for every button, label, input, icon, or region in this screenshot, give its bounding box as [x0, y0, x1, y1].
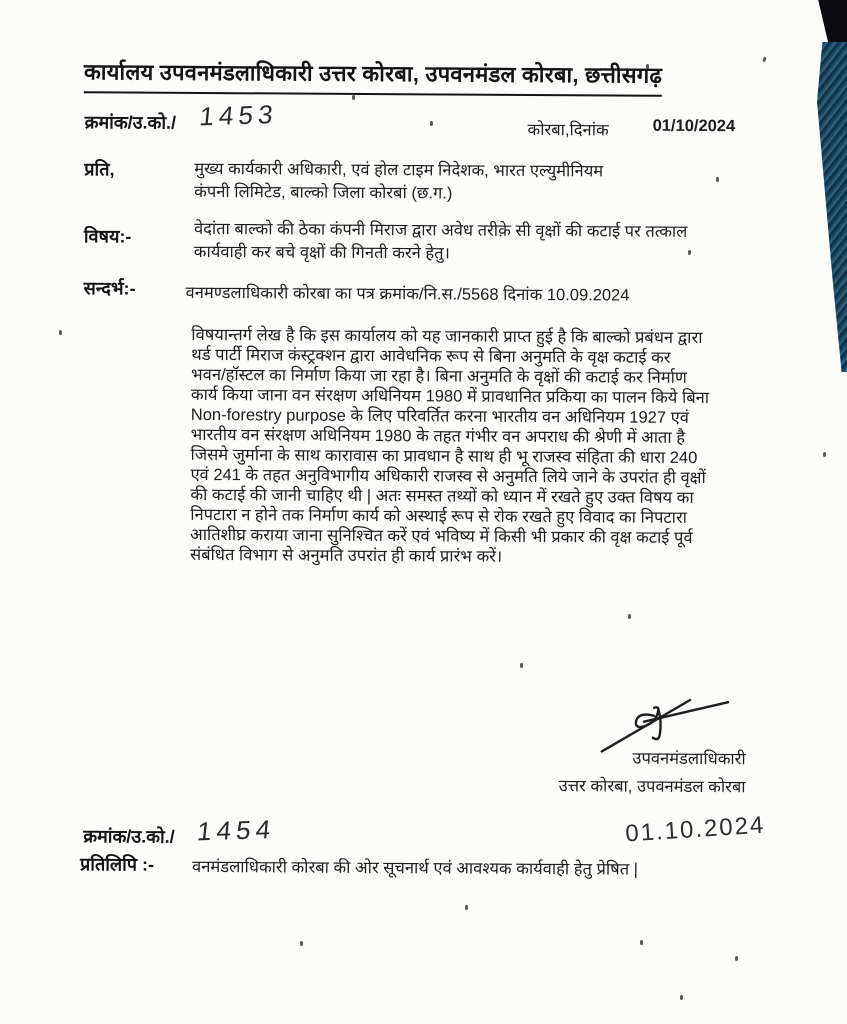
body-line: एवं 241 के तहत अनुविभागीय अधिकारी राजस्व से अनुमति लिये जाने के उपरांत ही वृक्षों	[190, 465, 706, 488]
body-line: भवन/हॉस्टल का निर्माण किया जा रहा है। बिना अनुमति के वृक्षों की कटाई कर निर्माण	[191, 365, 687, 387]
to-label: प्रति,	[84, 159, 115, 180]
footer-date-handwritten: 01.10.2024	[624, 811, 767, 848]
recipient-line: कंपनी लिमिटेड, बाल्को जिला कोरबां (छ.ग.)	[194, 182, 453, 203]
body-line: थर्ड पार्टी मिराज कंस्ट्रक्शन द्वारा आवेधनिक रूप से बिना अनुमति के वृक्ष कटाई कर	[191, 345, 671, 367]
body-paragraph	[190, 325, 710, 568]
signatory-office: उत्तर कोरबा, उपवनमंडल कोरबा	[558, 777, 746, 797]
subject-line: कार्यवाही कर बचे वृक्षों की गिनती करने हेतु।	[193, 242, 450, 263]
body-line: Non-forestry purpose के लिए परिवर्तित करना भारतीय वन अधिनियम 1927 एवं	[190, 405, 689, 427]
place-date-label: कोरबा,दिनांक	[527, 120, 609, 140]
body-line: विषयान्तर्ग लेख है कि इस कार्यालय को यह जानकारी प्राप्त हुई है कि बाल्को प्रबंधन द्वारा	[191, 325, 703, 348]
ref-number-label: क्रमांक/उ.को./	[84, 112, 177, 133]
footer-ref-number-handwritten: 1454	[195, 814, 277, 847]
letter-date: 01/10/2024	[652, 116, 736, 136]
subject-label: विषय:-	[83, 226, 132, 247]
reference-label: सन्दर्भ:-	[83, 278, 136, 299]
body-line: संबंधित विभाग से अनुमति उपरांत ही कार्य प्रारंभ करें।	[189, 545, 503, 566]
copy-label: प्रतिलिपि :-	[80, 854, 155, 875]
signatory-designation: उपवनमंडलाधिकारी	[632, 749, 746, 769]
footer-ref-label: क्रमांक/उ.को./	[83, 826, 175, 847]
recipient-line: मुख्य कार्यकारी अधिकारी, एवं होल टाइम निदेशक, भारत एल्युमीनियम	[194, 159, 604, 181]
body-line: आतिशीघ्र कराया जाना सुनिश्चित करें एवं भविष्य में किसी भी प्रकार की वृक्ष कटाई पूर्व	[190, 525, 693, 547]
body-line: भारतीय वन संरक्षण अधिनियम 1980 के तहत गंभीर वन अपराध की श्रेणी में आता है	[190, 425, 686, 447]
copy-text: वनमंडलाधिकारी कोरबा की ओर सूचनार्थ एवं आवश्यक कार्यवाही हेतु प्रेषित |	[192, 857, 639, 879]
body-line: जिसमे जुर्माना के साथ कारावास का प्रावधान है साथ ही भू राजस्व संहिता की धारा 240	[190, 445, 698, 468]
body-line: निपटारा न होने तक निर्माण कार्य को अस्थाई रूप से रोक रखते हुए विवाद का निपटारा	[190, 505, 688, 527]
body-line: की कटाई की जानी चाहिए थी | अतः समस्त तथ्यों को ध्यान में रखते हुए उक्त विषय का	[190, 485, 694, 508]
body-line: कार्य किया जाना वन संरक्षण अधिनियम 1980 में प्रावधानित प्रकिया का पालन किये बिना	[190, 385, 710, 408]
office-header-title: कार्यालय उपवनमंडलाधिकारी उत्तर कोरबा, उपवनमंडल कोरबा, छत्तीसगढ़	[84, 56, 662, 97]
reference-text: वनमण्डलाधिकारी कोरबा का पत्र क्रमांक/नि.स./5568 दिनांक 10.09.2024	[185, 283, 630, 305]
subject-line: वेदांता बाल्को की ठेका कंपनी मिराज द्वारा अवेध तरीक़े सी वृक्षों की कटाई पर तत्काल	[193, 219, 688, 241]
ref-number-handwritten: 1453	[198, 99, 280, 132]
